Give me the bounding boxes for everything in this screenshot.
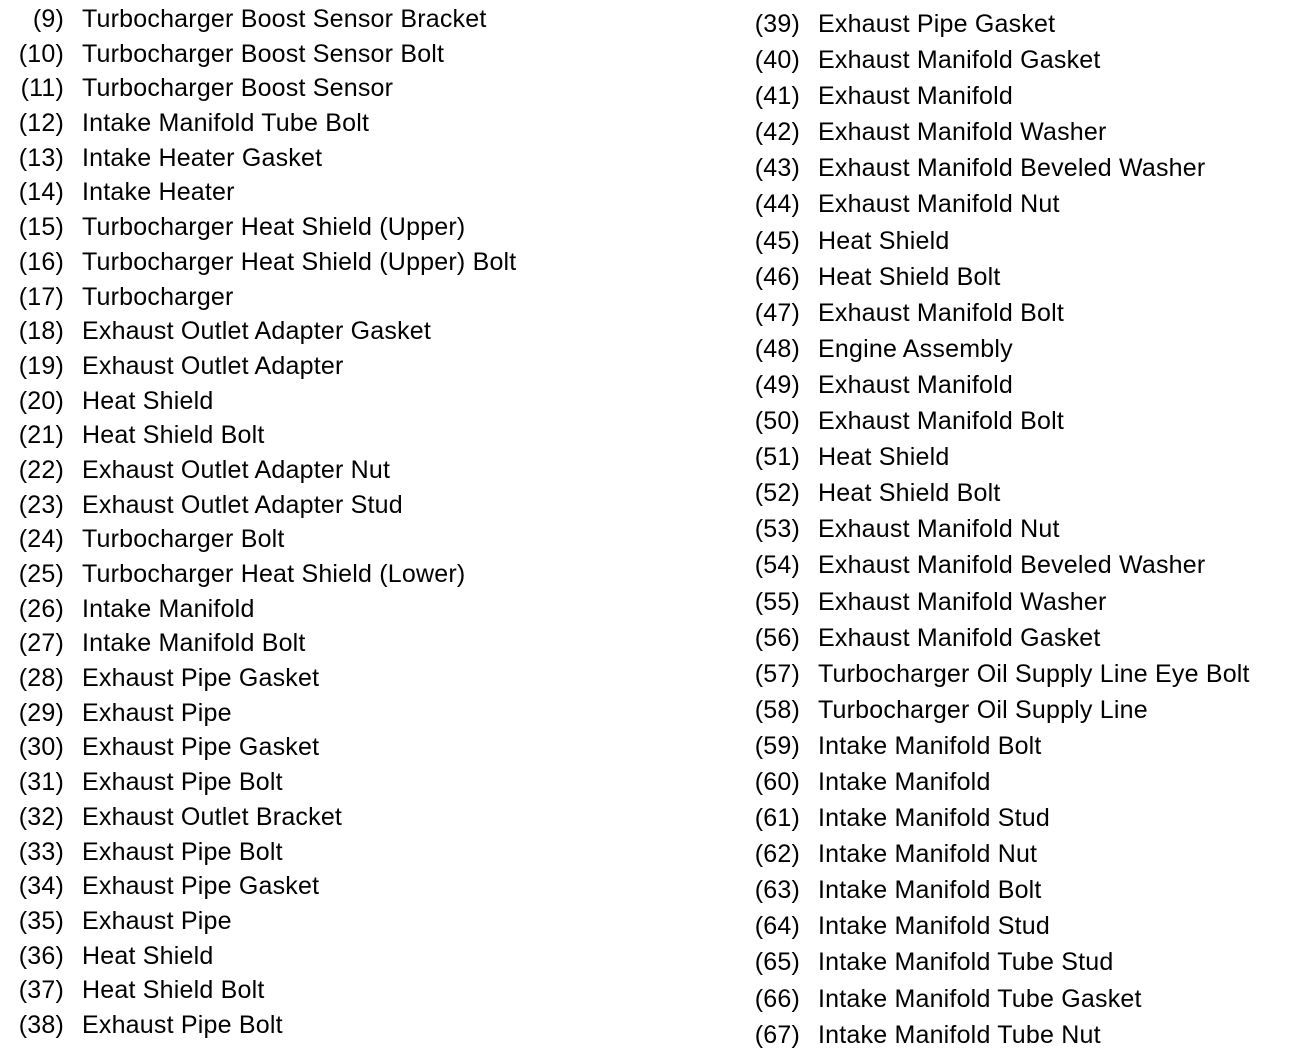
item-number: (16) xyxy=(18,247,64,276)
item-label: Heat Shield Bolt xyxy=(82,976,265,1005)
item-label: Engine Assembly xyxy=(818,334,1013,363)
legend-item xyxy=(742,872,1308,908)
item-number: (13) xyxy=(18,143,64,172)
item-number: (59) xyxy=(754,731,800,760)
item-label: Exhaust Outlet Adapter Stud xyxy=(82,490,403,519)
legend-item xyxy=(742,944,1308,980)
item-label: Exhaust Pipe Gasket xyxy=(82,872,320,901)
legend-item xyxy=(6,973,646,1008)
item-label: Intake Manifold Tube Stud xyxy=(818,948,1114,977)
item-number: (21) xyxy=(18,421,64,450)
item-label: Exhaust Manifold Bolt xyxy=(818,407,1064,436)
item-label: Turbocharger Heat Shield (Lower) xyxy=(82,560,466,588)
item-label: Heat Shield xyxy=(818,443,950,472)
item-number: (36) xyxy=(18,941,64,970)
item-label: Exhaust Pipe xyxy=(82,906,232,935)
item-label: Intake Manifold xyxy=(82,594,255,623)
item-label: Heat Shield xyxy=(82,941,214,970)
item-number: (19) xyxy=(18,351,64,380)
item-label: Turbocharger Bolt xyxy=(82,525,285,554)
legend-item xyxy=(742,114,1308,150)
item-number: (20) xyxy=(18,386,64,415)
item-label: Intake Manifold xyxy=(818,767,991,796)
legend-item xyxy=(742,584,1308,620)
item-number: (61) xyxy=(754,804,800,833)
item-label: Intake Heater Gasket xyxy=(82,143,323,172)
legend-item xyxy=(6,453,646,488)
item-number: (9) xyxy=(32,5,64,33)
legend-item xyxy=(6,592,646,627)
legend-item xyxy=(6,835,646,870)
item-label: Intake Manifold Nut xyxy=(818,840,1038,869)
item-number: (67) xyxy=(754,1020,800,1049)
legend-item xyxy=(6,904,646,939)
item-number: (32) xyxy=(18,802,64,831)
item-label: Turbocharger Oil Supply Line xyxy=(818,695,1148,724)
item-label: Exhaust Pipe Gasket xyxy=(82,733,320,762)
item-number: (39) xyxy=(754,10,800,38)
legend-item xyxy=(6,939,646,974)
legend-item xyxy=(6,488,646,523)
item-number: (42) xyxy=(754,118,800,147)
legend-item xyxy=(6,661,646,696)
item-label: Intake Manifold Tube Nut xyxy=(818,1020,1101,1049)
item-number: (65) xyxy=(754,948,800,977)
legend-item xyxy=(6,418,646,453)
legend-item xyxy=(742,908,1308,944)
item-number: (17) xyxy=(18,282,64,311)
legend-item xyxy=(742,367,1308,403)
item-label: Intake Manifold Stud xyxy=(818,912,1050,941)
item-label: Exhaust Outlet Bracket xyxy=(82,802,343,831)
legend-item xyxy=(6,1008,646,1043)
item-number: (66) xyxy=(754,984,800,1013)
item-label: Exhaust Manifold Nut xyxy=(818,515,1060,544)
item-number: (29) xyxy=(18,698,64,727)
item-number: (51) xyxy=(754,443,800,472)
item-number: (44) xyxy=(754,190,800,219)
item-label: Intake Manifold Bolt xyxy=(82,629,306,658)
legend-item xyxy=(6,37,646,72)
legend-item xyxy=(742,403,1308,439)
legend-item xyxy=(742,981,1308,1017)
item-label: Exhaust Manifold xyxy=(818,82,1013,111)
item-label: Exhaust Manifold Bolt xyxy=(818,298,1064,327)
legend-item xyxy=(742,620,1308,656)
item-label: Turbocharger xyxy=(82,282,234,311)
legend-item xyxy=(742,223,1308,259)
item-label: Heat Shield Bolt xyxy=(818,262,1001,291)
item-label: Intake Manifold Tube Gasket xyxy=(818,984,1142,1013)
item-label: Heat Shield xyxy=(818,226,950,255)
item-number: (33) xyxy=(18,837,64,866)
legend-item xyxy=(742,1017,1308,1053)
item-number: (53) xyxy=(754,515,800,544)
item-number: (34) xyxy=(18,872,64,901)
legend-item xyxy=(6,800,646,835)
item-number: (56) xyxy=(754,623,800,652)
legend-item xyxy=(742,42,1308,78)
legend-item xyxy=(742,511,1308,547)
item-label: Exhaust Manifold Beveled Washer xyxy=(818,551,1206,580)
legend-item xyxy=(742,800,1308,836)
item-number: (38) xyxy=(18,1010,64,1039)
item-label: Intake Manifold Stud xyxy=(818,804,1050,833)
item-number: (15) xyxy=(18,213,64,242)
item-number: (47) xyxy=(754,298,800,327)
item-label: Turbocharger Heat Shield (Upper) xyxy=(82,213,466,242)
legend-item xyxy=(742,475,1308,511)
item-label: Exhaust Outlet Adapter Gasket xyxy=(82,317,432,346)
legend-item xyxy=(6,765,646,800)
legend-item xyxy=(6,210,646,245)
legend-item xyxy=(742,764,1308,800)
legend-item xyxy=(742,331,1308,367)
legend-item xyxy=(742,439,1308,475)
item-number: (58) xyxy=(754,695,800,724)
item-number: (62) xyxy=(754,840,800,869)
item-number: (50) xyxy=(754,407,800,436)
item-label: Intake Manifold Bolt xyxy=(818,731,1042,760)
item-number: (57) xyxy=(754,659,800,688)
legend-item xyxy=(6,349,646,384)
legend-item xyxy=(742,836,1308,872)
legend-item xyxy=(6,557,646,592)
item-label: Turbocharger Boost Sensor Bracket xyxy=(82,5,487,33)
item-number: (54) xyxy=(754,551,800,580)
legend-item xyxy=(6,245,646,280)
item-number: (37) xyxy=(18,976,64,1005)
item-label: Turbocharger Boost Sensor Bolt xyxy=(82,39,445,68)
item-label: Exhaust Manifold Gasket xyxy=(818,46,1101,75)
item-number: (41) xyxy=(754,82,800,111)
item-number: (30) xyxy=(18,733,64,762)
item-number: (24) xyxy=(18,525,64,554)
item-label: Exhaust Manifold Nut xyxy=(818,190,1060,219)
legend-item xyxy=(6,141,646,176)
item-number: (48) xyxy=(754,334,800,363)
legend-item xyxy=(6,730,646,765)
item-label: Exhaust Manifold Washer xyxy=(818,587,1107,616)
item-label: Exhaust Pipe xyxy=(82,698,232,727)
legend-item xyxy=(6,314,646,349)
legend-item xyxy=(6,175,646,210)
item-number: (40) xyxy=(754,46,800,75)
item-label: Exhaust Pipe Bolt xyxy=(82,768,283,797)
item-number: (55) xyxy=(754,587,800,616)
item-number: (46) xyxy=(754,262,800,291)
item-label: Turbocharger Oil Supply Line Eye Bolt xyxy=(818,659,1250,688)
parts-legend-left-column xyxy=(6,2,646,1043)
legend-item xyxy=(742,150,1308,186)
item-number: (11) xyxy=(20,74,64,103)
legend-item xyxy=(742,78,1308,114)
item-number: (31) xyxy=(18,768,64,797)
item-label: Exhaust Pipe Bolt xyxy=(82,1010,283,1039)
item-number: (14) xyxy=(18,178,64,207)
item-label: Heat Shield xyxy=(82,386,214,415)
legend-item xyxy=(6,2,646,37)
legend-item xyxy=(6,522,646,557)
legend-item xyxy=(6,280,646,315)
item-label: Exhaust Outlet Adapter xyxy=(82,351,344,380)
legend-item xyxy=(742,656,1308,692)
item-label: Turbocharger Heat Shield (Upper) Bolt xyxy=(82,247,517,276)
item-label: Heat Shield Bolt xyxy=(82,421,265,450)
item-label: Intake Heater xyxy=(82,178,235,207)
item-number: (63) xyxy=(754,876,800,905)
item-number: (28) xyxy=(18,664,64,693)
item-label: Exhaust Outlet Adapter Nut xyxy=(82,455,391,484)
legend-item xyxy=(742,186,1308,222)
legend-item xyxy=(6,696,646,731)
item-number: (35) xyxy=(18,906,64,935)
item-label: Turbocharger Boost Sensor xyxy=(82,74,394,103)
item-number: (43) xyxy=(754,154,800,183)
item-number: (52) xyxy=(754,479,800,508)
item-number: (49) xyxy=(754,370,800,399)
item-label: Heat Shield Bolt xyxy=(818,479,1001,508)
item-label: Exhaust Pipe Bolt xyxy=(82,837,283,866)
item-number: (45) xyxy=(754,226,800,255)
item-number: (10) xyxy=(18,39,64,68)
item-label: Exhaust Pipe Gasket xyxy=(82,664,320,693)
item-number: (22) xyxy=(18,455,64,484)
item-label: Exhaust Manifold Gasket xyxy=(818,623,1101,652)
item-number: (64) xyxy=(754,912,800,941)
legend-item xyxy=(6,384,646,419)
item-label: Intake Manifold Tube Bolt xyxy=(82,109,370,138)
item-number: (25) xyxy=(18,560,64,588)
item-number: (26) xyxy=(18,594,64,623)
legend-item xyxy=(742,547,1308,583)
legend-item xyxy=(742,295,1308,331)
legend-item xyxy=(6,71,646,106)
parts-legend-right-column xyxy=(742,6,1308,1053)
legend-item xyxy=(742,259,1308,295)
item-label: Exhaust Manifold xyxy=(818,370,1013,399)
item-label: Exhaust Manifold Beveled Washer xyxy=(818,154,1206,183)
item-label: Intake Manifold Bolt xyxy=(818,876,1042,905)
item-number: (23) xyxy=(18,490,64,519)
legend-item xyxy=(742,6,1308,42)
legend-item xyxy=(6,106,646,141)
legend-item xyxy=(742,728,1308,764)
legend-item xyxy=(6,869,646,904)
legend-item xyxy=(742,692,1308,728)
legend-item xyxy=(6,626,646,661)
item-label: Exhaust Manifold Washer xyxy=(818,118,1107,147)
item-number: (60) xyxy=(754,767,800,796)
item-number: (27) xyxy=(18,629,64,658)
item-number: (18) xyxy=(18,317,64,346)
item-label: Exhaust Pipe Gasket xyxy=(818,10,1056,38)
item-number: (12) xyxy=(18,109,64,138)
